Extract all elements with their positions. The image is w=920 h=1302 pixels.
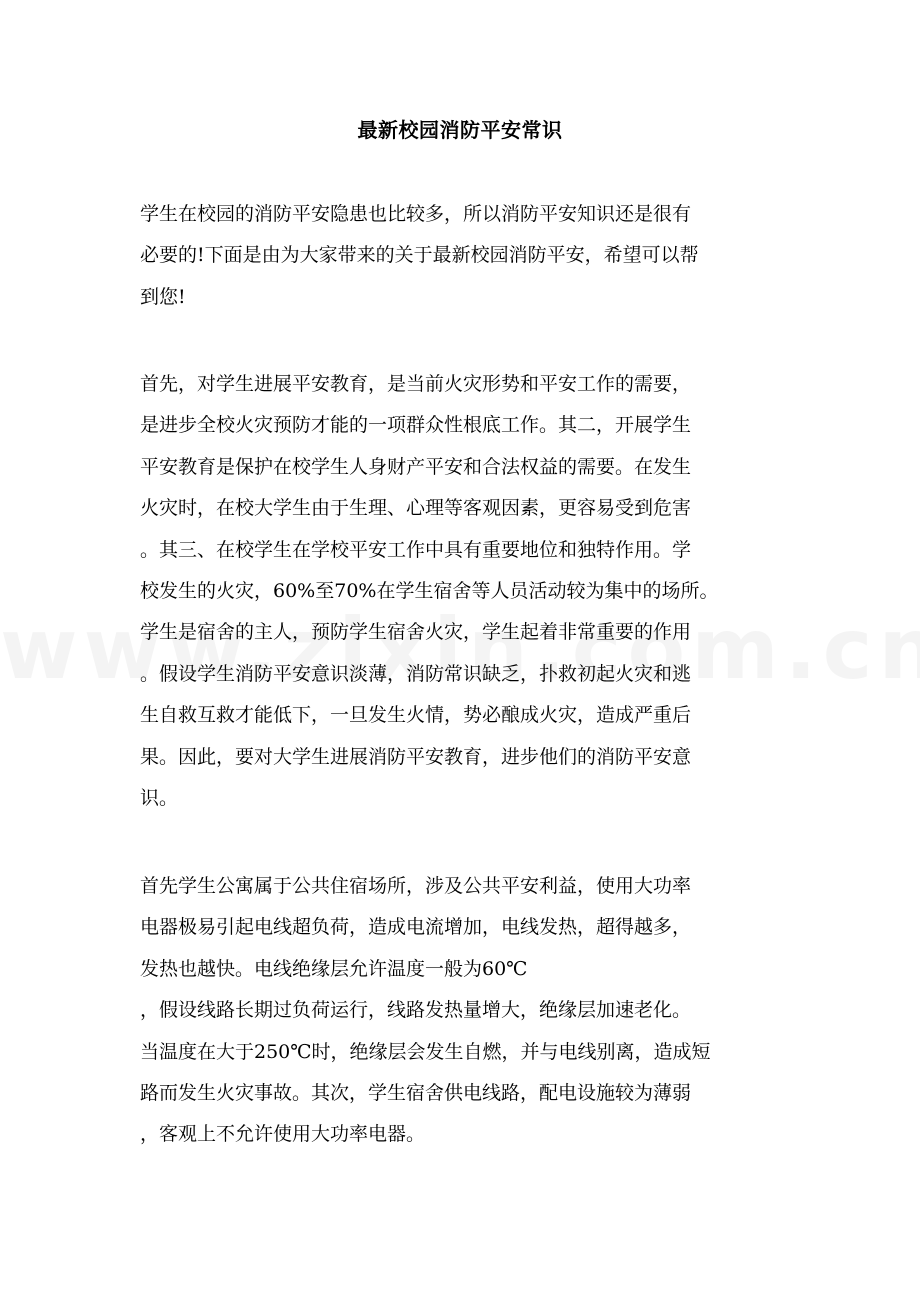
paragraph-line: 。假设学生消防平安意识淡薄，消防常识缺乏，扑救初起火灾和逃 bbox=[140, 662, 692, 685]
paragraph-education bbox=[140, 364, 780, 819]
paragraph-line: 火灾时，在校大学生由于生理、心理等客观因素，更容易受到危害 bbox=[140, 497, 692, 520]
paragraph-line: 识。 bbox=[140, 786, 179, 809]
paragraph-line: 必要的!下面是由为大家带来的关于最新校园消防平安，希望可以帮 bbox=[140, 244, 699, 267]
paragraph-line: 电器极易引起电线超负荷，造成电流增加，电线发热，超得越多， bbox=[140, 916, 692, 939]
paragraph-line: 是进步全校火灾预防才能的一项群众性根底工作。其二，开展学生 bbox=[140, 414, 692, 437]
paragraph-intro bbox=[140, 194, 780, 318]
document-title: 最新校园消防平安常识 bbox=[357, 118, 563, 142]
paragraph-line: ，假设线路长期过负荷运行，线路发热量增大，绝缘层加速老化。 bbox=[140, 999, 692, 1022]
paragraph-line: 。其三、在校学生在学校平安工作中具有重要地位和独特作用。学 bbox=[140, 538, 692, 561]
paragraph-line: 到您! bbox=[140, 285, 186, 308]
paragraph-line: 发热也越快。电线绝缘层允许温度一般为60℃ bbox=[140, 957, 528, 980]
paragraph-line: 生自救互救才能低下，一旦发生火情，势必酿成火灾，造成严重后 bbox=[140, 704, 692, 727]
paragraph-line: 当温度在大于250℃时，绝缘层会发生自燃，并与电线别离，造成短 bbox=[140, 1040, 711, 1063]
paragraph-electrical bbox=[140, 866, 780, 1156]
paragraph-line: 首先学生公寓属于公共住宿场所，涉及公共平安利益，使用大功率 bbox=[140, 875, 692, 897]
paragraph-line: 校发生的火灾，60%至70%在学生宿舍等人员活动较为集中的场所。 bbox=[140, 579, 719, 602]
paragraph-line: 果。因此，要对大学生进展消防平安教育，进步他们的消防平安意 bbox=[140, 745, 692, 768]
paragraph-line: ，客观上不允许使用大功率电器。 bbox=[140, 1123, 426, 1146]
paragraph-line: 路而发生火灾事故。其次，学生宿舍供电线路，配电设施较为薄弱 bbox=[140, 1081, 692, 1104]
paragraph-line: 平安教育是保护在校学生人身财产平安和合法权益的需要。在发生 bbox=[140, 455, 692, 478]
paragraph-line: 学生在校园的消防平安隐患也比较多，所以消防平安知识还是很有 bbox=[140, 203, 692, 225]
paragraph-line: 首先，对学生进展平安教育，是当前火灾形势和平安工作的需要， bbox=[140, 373, 692, 395]
paragraph-line: 学生是宿舍的主人，预防学生宿舍火灾，学生起着非常重要的作用 bbox=[140, 621, 692, 644]
